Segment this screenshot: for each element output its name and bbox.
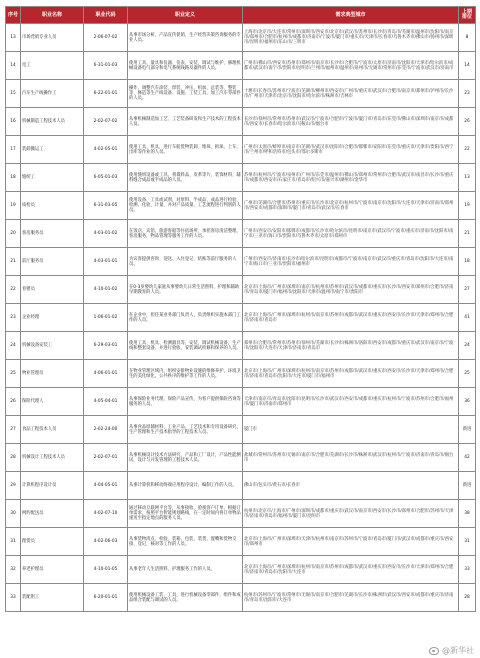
occupation-name: 计算机程序设计员 xyxy=(21,472,84,500)
header-cities: 需求典型城市 xyxy=(243,7,459,24)
row-number: 17 xyxy=(6,136,21,164)
row-number: 25 xyxy=(6,360,21,388)
row-number: 14 xyxy=(6,52,21,80)
occupation-code: 2-06-07-02 xyxy=(84,24,128,52)
table-row xyxy=(6,528,476,556)
occupation-name: 客房服务员 xyxy=(21,220,84,248)
table-row xyxy=(6,416,476,444)
occupation-code: 4-02-06-03 xyxy=(84,528,128,556)
demand-cities: 广州市/太原市/蚌埠市/南京市/芜湖市/武汉市/沈阳市/合肥市/邯郸市/安阳市/东莞市/重庆市/天津市/贵阳市/西宁市/兰州市/呼和浩特市/包头市/鄂尔多斯市 xyxy=(243,136,459,164)
row-number: 20 xyxy=(6,220,21,248)
demand-cities: 广州市/佛山市/西安市/苏州市/郑州市/南京市/长沙市/合肥市/宁波市/太原市/济南市/沈阳市/天津市/哈尔滨市/成都市/武汉市/南宁市/贵阳市/昆明市/兰州市/福州市/温州市/泉州市/无锡市/常州市/东莞市/宁波市/武汉市/济南市 xyxy=(243,52,459,80)
occupation-name: 缝纫工 xyxy=(21,164,84,192)
occupation-code: 4-03-01-02 xyxy=(84,220,128,248)
previous-rank: 27 xyxy=(459,276,476,304)
previous-rank: 26 xyxy=(459,108,476,136)
row-number: 29 xyxy=(6,472,21,500)
previous-rank: 21 xyxy=(459,220,476,248)
header-code: 职业代码 xyxy=(84,7,128,24)
table-row xyxy=(6,388,476,416)
occupation-name: 育婴员 xyxy=(21,276,84,304)
occupation-table xyxy=(5,6,476,612)
demand-cities: 北京市/上海市/广州市/深圳市/杭州市/南京市/苏州市/成都市/武汉市/重庆市/西安市/长沙市/天津市/郑州市/合肥市/济南市/青岛市/沈阳市/大连市/厦门市/福州市 xyxy=(243,360,459,388)
demand-cities: 十堰市/长春市/苏州市/宁波市/芜湖市/柳州市/西安市/广州市/重庆市/武汉市/合肥市/南京市/郑州市/泸州市/长沙市/广州市/天津市/北京市/沈阳市/哈尔滨市/株洲市/吉林市 xyxy=(243,80,459,108)
row-number: 21 xyxy=(6,248,21,276)
occupation-definition: 操作、调整汽车涂装、焊装、冲压、机加、总装等、整装等、修造等生产线设备、设施、工装工具，加工汽车零部件的人员。 xyxy=(128,80,243,108)
table-row xyxy=(6,444,476,472)
table-row xyxy=(6,108,476,136)
occupation-code: 2-02-07-02 xyxy=(84,108,128,136)
row-number: 33 xyxy=(6,584,21,612)
occupation-definition: 使用工具、量具和仪器、仪表，安装、调试与维护、修理机械设备电气部分和电气系统线路及器件的人员。 xyxy=(128,52,243,80)
occupation-definition: 为宾客提供咨询、迎送、入住登记、结账等前厅服务的人员。 xyxy=(128,248,243,276)
occupation-definition: 使用设备、工具或试剂，对原料、半成品、成品进行检验、检测、化验、计量，并对产品质量、工艺流程进行判别的人员。 xyxy=(128,192,243,220)
occupation-name: 理货员 xyxy=(21,528,84,556)
occupation-code: 2-02-07-01 xyxy=(84,444,128,472)
demand-cities: 长沙市/徐州市/常州市/苏州市/武汉市/宁波市/合肥市/宁波市/厦门市/青岛市/东莞市/佛山市/深圳市/南京市/成都市/西安市/长春市/哈尔滨市/马鞍山市/烟台市 xyxy=(243,108,459,136)
row-number: 32 xyxy=(6,556,21,584)
occupation-code: 6-31-03-05 xyxy=(84,192,128,220)
occupation-name: 保险代理人 xyxy=(21,388,84,416)
occupation-code: 4-05-04-01 xyxy=(84,388,128,416)
table-row xyxy=(6,52,476,80)
occupation-definition: 使用工具、机具、检测器具等，安装、调试机械设备，生产线和整套设备，并进行验收、安装调试检修和保养的人员。 xyxy=(128,332,243,360)
demand-cities: 盐城市/常州市/苏州市/无锡市/南京市/合肥市/芜湖市/长沙市/株洲市/武汉市/杭州市/宁波市/济南市/青岛市/烟台市 xyxy=(243,444,459,472)
occupation-name: 物业管理员 xyxy=(21,360,84,388)
row-number: 30 xyxy=(6,500,21,528)
previous-rank: 22 xyxy=(459,136,476,164)
row-number: 16 xyxy=(6,108,21,136)
table-row xyxy=(6,472,476,500)
demand-cities: 广州市/芜湖市/合肥市/苏州市/重庆市/长沙市/北京市/杭州市/宁波市/南京市/沈阳市/大连市/天津市/济南市/郑州市/西安市/成都市/深圳市/厦门市/青岛市/武汉市/长春市 xyxy=(243,192,459,220)
previous-rank: 23 xyxy=(459,80,476,108)
previous-rank: 38 xyxy=(459,500,476,528)
demand-cities: 北京市/上海市/广州市/深圳市/杭州市/南京市/苏州市/成都市/武汉市/重庆市/西安市/长沙市/天津市/郑州市/合肥市/济南市/青岛市 xyxy=(243,304,459,332)
table-row xyxy=(6,80,476,108)
table-row xyxy=(6,500,476,528)
demand-cities: 广州市/西安市/安阳市/邯郸市/成都市/长沙市/哈尔滨市/昆明市/南京市/武汉市/宁波市/重庆市/济南市/沈阳市/南宁市/三亚市/海口市/贵阳市/乌鲁木齐市/太原市/郑州市 xyxy=(243,220,459,248)
previous-rank: 新进 xyxy=(459,416,476,444)
previous-rank: 新进 xyxy=(459,472,476,500)
row-number: 13 xyxy=(6,24,21,52)
header-definition: 职业定义 xyxy=(128,7,243,24)
occupation-code: 4-10-01-05 xyxy=(84,556,128,584)
table-row xyxy=(6,248,476,276)
occupation-code: 4-10-01-02 xyxy=(84,276,128,304)
occupation-definition: 从事机械设计技术方法研究，产品和工厂设计，产品性能测试、设计与开发管理的工程技术人员。 xyxy=(128,444,243,472)
table-header-row xyxy=(6,7,476,24)
occupation-definition: 从事机械制造加工艺、工艺装备研发和生产技术的工程技术人员。 xyxy=(128,108,243,136)
table-row xyxy=(6,584,476,612)
previous-rank: 31 xyxy=(459,528,476,556)
occupation-name: 汽车生产线操作工 xyxy=(21,80,84,108)
row-number: 22 xyxy=(6,276,21,304)
occupation-name: 市场营销专业人员 xyxy=(21,24,84,52)
demand-cities: 杭州市/苏州市/宁波市/常州市/无锡市/南京市/合肥市/芜湖市/长沙市/株洲市/武汉市/西安市/成都市/重庆市/济南市/青岛市/沈阳市/大连市 xyxy=(243,584,459,612)
table-row xyxy=(6,136,476,164)
demand-cities: 佛山市/包头市/黄石市/长春市 xyxy=(243,472,459,500)
occupation-name: 电工 xyxy=(21,52,84,80)
previous-rank: 36 xyxy=(459,388,476,416)
occupation-code: 6-31-01-03 xyxy=(84,52,128,80)
occupation-name: 机械制造工程技术人员 xyxy=(21,108,84,136)
demand-cities: 北京市/上海市/广州市/深圳市/天津市/杭州市/南京市/苏州市/宁波市/青岛市/厦门市/武汉市/成都市/重庆市/西安市/郑州市 xyxy=(243,528,459,556)
demand-cities: 北京市/上海市/广州市/深圳市/杭州市/南京市/苏州市/成都市/武汉市/重庆市/西安市/长沙市/天津市/郑州市/合肥市/济南市/青岛市/沈阳市/大连市 xyxy=(243,556,459,584)
row-number: 15 xyxy=(6,80,21,108)
occupation-name: 养老护理员 xyxy=(21,556,84,584)
watermark-text: @新华社 xyxy=(442,646,474,655)
previous-rank: 41 xyxy=(459,304,476,332)
occupation-name: 食品工程技术人员 xyxy=(21,416,84,444)
occupation-definition: 在0-3岁婴幼儿家庭从事婴幼儿日常生活照料、护理和辅助早期教育的人员。 xyxy=(128,276,243,304)
occupation-code: 4-06-01-01 xyxy=(84,360,128,388)
row-number: 18 xyxy=(6,164,21,192)
table-row xyxy=(6,556,476,584)
previous-rank: 19 xyxy=(459,192,476,220)
demand-cities: 杭州市/北京市/上海市/广州市/深圳市/成都市/重庆市/武汉市/南京市/西安市/长沙市/郑州市/合肥市/苏州市/天津市/济南市/青岛市/福州市/厦门市/昆明市 xyxy=(243,500,459,528)
occupation-definition: 使用机械设备工装、工具，进行机械设备零部件、组件和成品组合装配与调试的人员。 xyxy=(128,584,243,612)
occupation-definition: 从事市场分析、产品宣传促销、生产经营决策咨询服务的专业人员。 xyxy=(128,24,243,52)
occupation-definition: 从事计算机和移动终端应用程序设计、编制工作的人员。 xyxy=(128,472,243,500)
occupation-name: 企业经理 xyxy=(21,304,84,332)
demand-cities: 苏州市/杭州市/宁波市/泉州市/广州市/东莞市/温州市/佛山市/郑州市/常州市/合肥市/武汉市/南昌市/长沙市/重庆市/成都市/西安市/石家庄市/青岛市/绍兴市/嘉兴市/湖州市/金华市 xyxy=(243,164,459,192)
occupation-name: 装卸搬运工 xyxy=(21,136,84,164)
table-row xyxy=(6,332,476,360)
previous-rank: 18 xyxy=(459,248,476,276)
occupation-code: 6-05-01-03 xyxy=(84,164,128,192)
occupation-name: 机械设备安装工 xyxy=(21,332,84,360)
occupation-name: 前厅服务员 xyxy=(21,248,84,276)
previous-rank: 33 xyxy=(459,556,476,584)
demand-cities: 北京市/上海市/广州市/深圳市/南京市/杭州市/苏州市/武汉市/成都市/重庆市/长沙市/西安市/郑州市/合肥市/济南市/青岛市/厦门市/福州市/沈阳市/天津市/温州市/南宁市/贵阳市 xyxy=(243,276,459,304)
occupation-definition: 在企业中，担任某业务部门负责人，负责组织实施本部门工作的人员。 xyxy=(128,304,243,332)
table-row xyxy=(6,360,476,388)
occupation-code: 4-03-01-01 xyxy=(84,248,128,276)
header-rank: 上期排位 xyxy=(459,7,476,24)
table-row xyxy=(6,192,476,220)
occupation-definition: 在物业管理区域内，组织安排物业设施的维修养护，环境卫生的美化绿化，公共秩序的维护等工作的人员。 xyxy=(128,360,243,388)
occupation-code: 6-22-01-01 xyxy=(84,80,128,108)
table-row xyxy=(6,24,476,52)
row-number: 31 xyxy=(6,528,21,556)
occupation-definition: 使用工具、机具，进行车船货物装卸、堆垛、拆垛、上车、出库等作业的人员。 xyxy=(128,136,243,164)
occupation-name: 机械设计工程技术人员 xyxy=(21,444,84,472)
demand-cities: 厦门市 xyxy=(243,416,459,444)
demand-cities: 郑州市/合肥市/常州市/苏州市/徐州市/芜湖市/长沙市/株洲市/洛阳市/西安市/成都市/重庆市/武汉市/南京市/宁波市/沈阳市/大连市/天津市/济南市/青岛市 xyxy=(243,332,459,360)
occupation-code: 6-20-01-01 xyxy=(84,584,128,612)
row-number: 26 xyxy=(6,388,21,416)
occupation-code: 2-02-24-00 xyxy=(84,416,128,444)
occupation-code: 6-29-03-01 xyxy=(84,332,128,360)
row-number: 23 xyxy=(6,304,21,332)
occupation-definition: 从事货物清点、检验、装箱、包装、装货、置嘴和货物交接、登记、核对等工作的人员。 xyxy=(128,528,243,556)
occupation-definition: 从事老年人生活照料、护理服务工作的人员。 xyxy=(128,556,243,584)
table-row xyxy=(6,220,476,248)
row-number: 24 xyxy=(6,332,21,360)
demand-cities: 上海市/北京市/大连市/常州市/深圳市/西安市/北京市/武汉市/苏州市/长沙市/青岛市/芜湖市/温州市/沈阳市/南京市/郑州市/合肥市/杭州市/成都市/济南市/宁波市/厦门市/重庆市/天津市/长春市/乌鲁木齐市/佛山市/扬州市/深圳市/昆明市/福州市/乐山市/三明市 xyxy=(243,24,459,52)
weibo-icon xyxy=(429,647,439,655)
previous-rank: 8 xyxy=(459,24,476,52)
occupation-definition: 使用缝纫设备或工具，将裁料品、皮革等片、装饰材料、辅料缝合成品或半成品的人员。 xyxy=(128,164,243,192)
row-number: 19 xyxy=(6,192,21,220)
occupation-definition: 通过移动互联网平台等，从事接收、验视客户订单，根据订单需求，按照平台智能规划路线，在一定时间内将订单物品递送至指定地点的服务人员。 xyxy=(128,500,243,528)
row-number: 28 xyxy=(6,444,21,472)
demand-cities: 广州市/西安市/济南市/长沙市/哈尔滨市/昆明市/成都市/宁波市/南京市/武汉市/重庆市/青岛市/沈阳市/大连市/南宁市/海口市/三亚市/贵阳市/福州市 xyxy=(243,248,459,276)
row-number: 27 xyxy=(6,416,21,444)
table-row xyxy=(6,304,476,332)
previous-rank: 14 xyxy=(459,52,476,80)
previous-rank: 25 xyxy=(459,360,476,388)
occupation-name: 装配钳工 xyxy=(21,584,84,612)
occupation-name: 网约配送员 xyxy=(21,500,84,528)
table-row xyxy=(6,276,476,304)
previous-rank: 42 xyxy=(459,444,476,472)
occupation-definition: 在饭店、宾馆、旅游客船等住宿场所，承担客房清洁整理、客房服务，物品管理等服务工作的人员。 xyxy=(128,220,243,248)
occupation-definition: 从事保险业务代理，保险产品宣传，为客户提供保险咨询等服务的人员。 xyxy=(128,388,243,416)
header-name: 职业名称 xyxy=(21,7,84,24)
occupation-code: 1-06-01-02 xyxy=(84,304,128,332)
table-row xyxy=(6,164,476,192)
occupation-code: 4-04-05-01 xyxy=(84,472,128,500)
header-no: 序号 xyxy=(6,7,21,24)
watermark xyxy=(429,645,474,656)
occupation-name: 质检员 xyxy=(21,192,84,220)
previous-rank: 24 xyxy=(459,332,476,360)
demand-cities: 天津市/南京市/青岛市/沈阳市/昆明市/长沙市/武汉市/西安市/成都市/重庆市/杭州市/宁波市/苏州市/合肥市/福州市/厦门市/济南市/郑州市 xyxy=(243,388,459,416)
occupation-code: 4-02-05-01 xyxy=(84,136,128,164)
occupation-definition: 从事食品原辅材料、工业产品、工艺技术和专用设备研究、生产管理和生产技术指导的工程技术人员。 xyxy=(128,416,243,444)
occupation-code: 4-02-07-10 xyxy=(84,500,128,528)
previous-rank: 28 xyxy=(459,584,476,612)
previous-rank: 13 xyxy=(459,164,476,192)
